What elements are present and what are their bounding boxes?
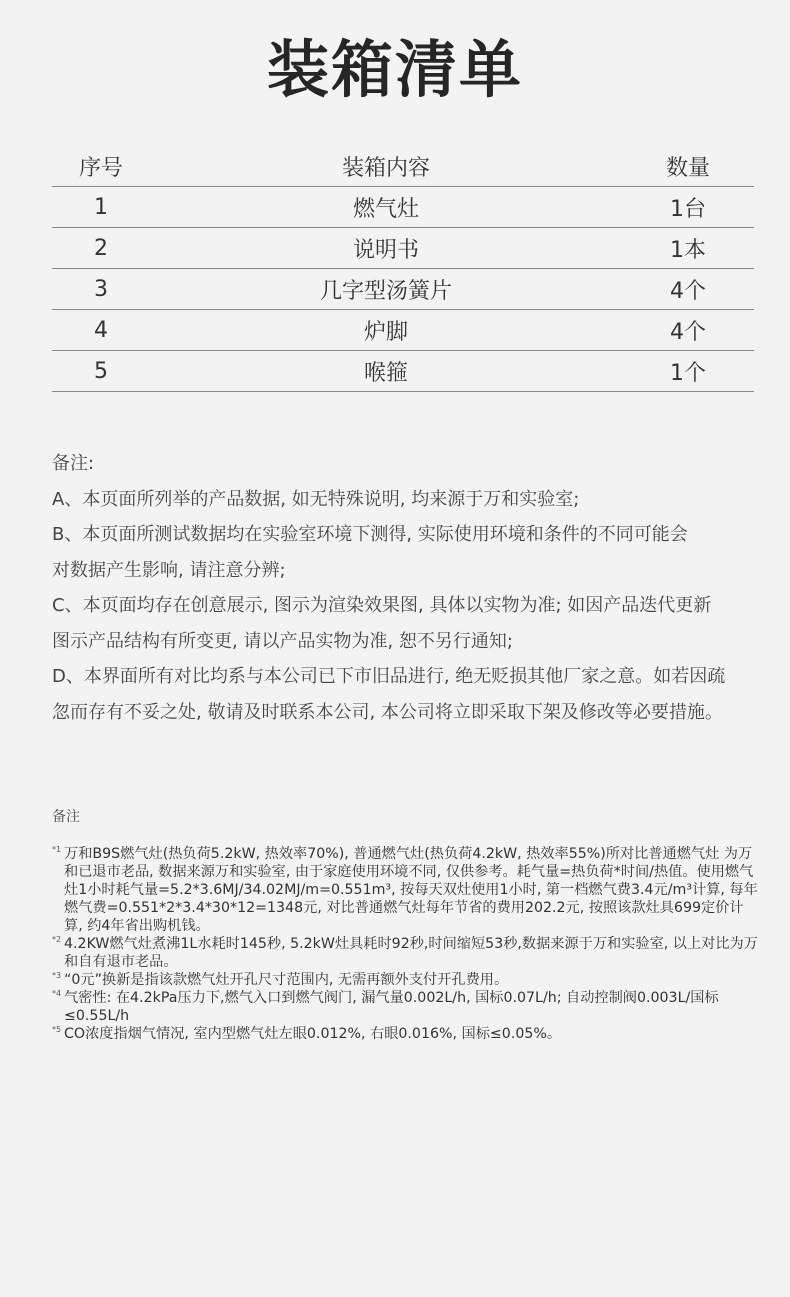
footnote-text: CO浓度指烟气情况, 室内型燃气灶左眼0.012%, 右眼0.016%, 国标≤0.05%。 <box>64 1026 562 1042</box>
row-index: 3 <box>94 276 108 302</box>
row-content: 燃气灶 <box>352 196 419 222</box>
footnote-mark: *3 <box>52 971 62 980</box>
remark-line: D、本界面所有对比均系与本公司已下市旧品进行, 绝无贬损其他厂家之意。如若因疏 <box>52 666 726 687</box>
footnote-item <box>52 989 762 1025</box>
footnote-mark: *5 <box>52 1025 62 1034</box>
row-quantity: 1本 <box>670 237 706 263</box>
row-quantity: 4个 <box>670 278 706 304</box>
table-row <box>52 351 754 392</box>
footnote-item <box>52 971 762 989</box>
remark-line: 忽而存有不妥之处, 敬请及时联系本公司, 本公司将立即采取下架及修改等必要措施。 <box>52 701 723 723</box>
footnote-mark: *1 <box>52 845 62 854</box>
footnotes-section <box>52 845 762 1043</box>
row-index: 2 <box>94 235 108 261</box>
row-index: 5 <box>94 358 108 384</box>
row-content: 炉脚 <box>363 319 408 345</box>
packing-list-table <box>52 146 754 392</box>
footnote-mark: *2 <box>52 935 62 944</box>
header-index: 序号 <box>78 155 123 181</box>
header-content: 装箱内容 <box>341 155 430 181</box>
remarks-heading: 备注: <box>52 453 95 474</box>
row-content: 喉箍 <box>363 360 408 386</box>
row-quantity: 4个 <box>670 319 706 345</box>
table-row <box>52 310 754 351</box>
table-header-row <box>52 146 754 187</box>
table-row <box>52 269 754 310</box>
page-title: 装箱清单 <box>266 33 523 106</box>
row-quantity: 1个 <box>670 360 706 386</box>
footnote-item <box>52 935 762 971</box>
remark-line: 对数据产生影响, 请注意分辨; <box>52 559 286 581</box>
footnote-mark: *4 <box>52 989 62 998</box>
footnote-text: 万和B9S燃气灶(热负荷5.2kW, 热效率70%), 普通燃气灶(热负荷4.2kW, 热效率55%)所对比普通燃气灶 为万和已退市老品, 数据来源万和实验室, 由于家庭使用环境不同, 仅供参考。耗气量=热负荷*时间/热值。使用燃气灶1小时耗气量=5.2*3.6MJ/34.02MJ/m=0.551m³, 按每天双灶使用1小时, 第一档燃气费3.4元/m³计算, 每年燃气费=0.551*2*3.4*30*12=1348元, 对比普通燃气灶每年节省的费用202.2元, 按照该款灶具699定价计算, 约4年省出购机钱。 <box>64 846 758 934</box>
remark-line: C、本页面均存在创意展示, 图示为渲染效果图, 具体以实物为准; 如因产品迭代更新 <box>52 595 712 616</box>
row-index: 4 <box>94 317 108 343</box>
row-quantity: 1台 <box>670 196 706 222</box>
header-quantity: 数量 <box>665 155 710 181</box>
row-content: 说明书 <box>352 237 419 263</box>
remark-line: A、本页面所列举的产品数据, 如无特殊说明, 均来源于万和实验室; <box>52 488 580 510</box>
table-row <box>52 228 754 269</box>
remarks-section <box>52 446 762 730</box>
row-content: 几字型汤簧片 <box>319 278 452 304</box>
table-row <box>52 187 754 228</box>
footnote-item <box>52 845 762 935</box>
footnote-text: 4.2KW燃气灶煮沸1L水耗时145秒, 5.2kW灶具耗时92秒,时间缩短53秒,数据来源于万和实验室, 以上对比为万和自有退市老品。 <box>64 936 758 970</box>
footnotes-heading: 备注 <box>52 809 80 825</box>
footnote-text: “0元”换新是指该款燃气灶开孔尺寸范围内, 无需再额外支付开孔费用。 <box>64 972 509 988</box>
footnote-text: 气密性: 在4.2kPa压力下,燃气入口到燃气阀门, 漏气量0.002L/h, 国标0.07L/h; 自动控制阀0.003L/国标≤0.55L/h <box>64 990 719 1024</box>
remark-line: B、本页面所测试数据均在实验室环境下测得, 实际使用环境和条件的不同可能会 <box>52 524 688 545</box>
remark-line: 图示产品结构有所变更, 请以产品实物为准, 恕不另行通知; <box>52 630 513 652</box>
row-index: 1 <box>94 194 108 220</box>
footnote-item <box>52 1025 762 1043</box>
